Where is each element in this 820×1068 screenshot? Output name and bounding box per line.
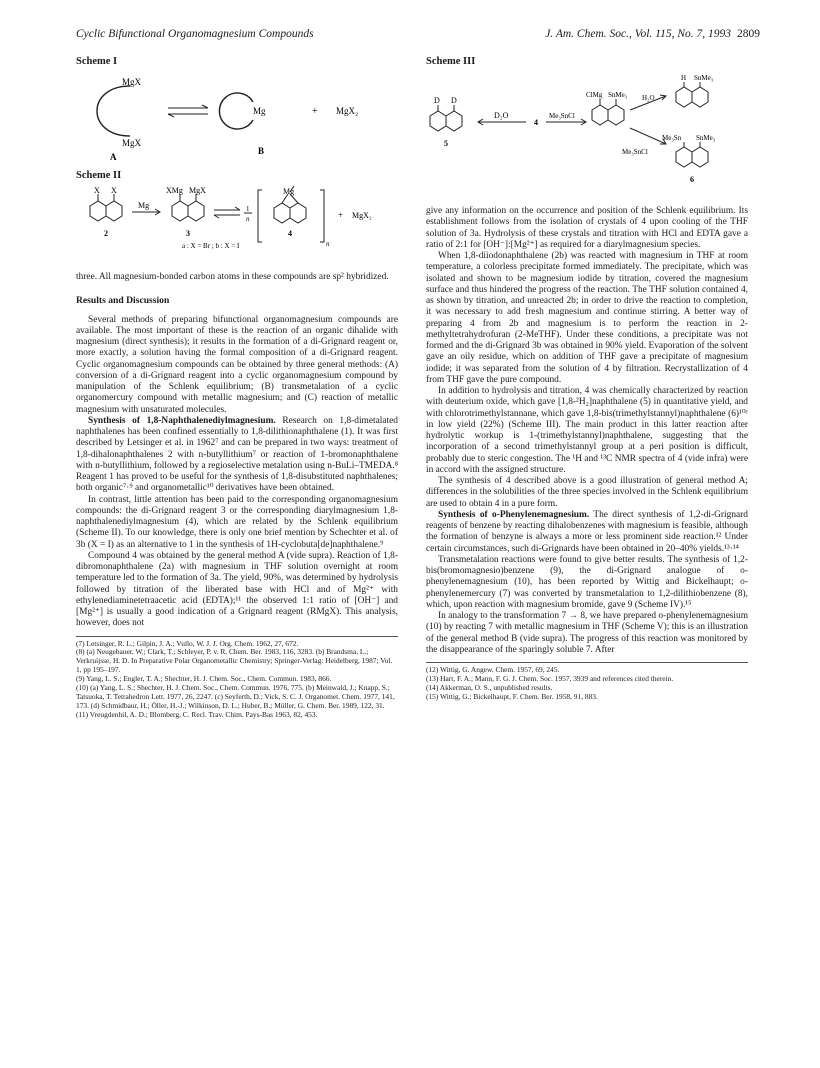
runin-heading-phenylene: Synthesis of o-Phenylenemagnesium. xyxy=(438,509,590,520)
s3-snme3: SnMe₃ xyxy=(608,91,628,99)
scheme-3-title: Scheme III xyxy=(426,56,476,67)
scheme-1-title: Scheme I xyxy=(76,56,118,67)
s2-product: MgX₂ xyxy=(352,211,372,220)
footnote: (14) Akkerman, O. S., unpublished results. xyxy=(426,682,553,692)
s3-snme3-b: SnMe₃ xyxy=(694,74,714,82)
s2-num2: 2 xyxy=(104,229,108,238)
right-footnotes xyxy=(426,662,748,702)
left-column xyxy=(76,272,398,720)
s3-num5: 5 xyxy=(444,139,448,148)
s3-num6: 6 xyxy=(690,175,694,184)
left-footnotes xyxy=(76,636,398,720)
right-paragraph-3: In addition to hydrolysis and titration, 4 was chemically characterized by reaction with deuterium oxide, which gave [1,8-²H₂]naphthalene (5) in quantitative yield, and with chlorotrimethylstannane, which gave 1,8-bis(trimethylstannyl)naphthalene (6)¹⁰ᶜ in low yield (22%) (Scheme III). The main product in this latter reaction after hydrolytic workup is 1-(trimethylstannyl)naphthalene, suggesting that the incorporation of a second trimethylstannyl group at a peri position is difficult, probably due to steric congestion. The ¹H and ¹³C NMR spectra of 4 (vide infra) were in accord with the assigned structure. xyxy=(426,386,748,475)
s2-legend: a : X = Br ; b : X = I xyxy=(182,242,240,250)
scheme-1-figure xyxy=(76,72,406,162)
header-journal xyxy=(545,28,760,40)
scheme-3-figure xyxy=(426,70,756,200)
footnote: (7) Letsinger, R. L.; Gilpin, J. A.; Vullo, W. J. J. Org. Chem. 1962, 27, 672. xyxy=(76,638,299,648)
s2-x1: X xyxy=(94,186,100,195)
s1-mgx-bottom: MgX xyxy=(122,138,142,148)
header-title: Cyclic Bifunctional Organomagnesium Compounds xyxy=(76,28,314,40)
scheme-2-title: Scheme II xyxy=(76,170,122,181)
s2-plus: + xyxy=(338,210,344,220)
page-number: 2809 xyxy=(737,28,760,40)
s2-frac: 1 xyxy=(246,205,250,213)
left-intro: three. All magnesium-bonded carbon atoms in these compounds are sp² hybridized. xyxy=(76,272,389,282)
runin-heading-naphthalene: Synthesis of 1,8-Naphthalenediylmagnesium. xyxy=(88,415,276,426)
s3-me3sn: Me₃Sn xyxy=(662,134,682,142)
s1-plus: + xyxy=(312,106,318,117)
s1-mgx-top: MgX xyxy=(122,77,142,87)
s2-mgx: MgX xyxy=(189,186,206,195)
s3-clmg: ClMg xyxy=(586,91,603,99)
right-paragraph-2: When 1,8-diiodonaphthalene (2b) was reacted with magnesium in THF at room temperature, a colorless precipitate formed immediately. The precipitate, which was isolated and shown to be magnesium iodide by titration, covered the magnesium surface and thus hindered the progress of the reaction. The THF solution contained 4, as shown by titration, and unreacted 2b; in order to drive the reaction to completion, it was necessary to add fresh magnesium and continue stirring. A better way of preparing 4 from 2b and magnesium is to perform the reaction in 2-methyltetrahydrofuran (2-MeTHF). Under these conditions, a precipitate was not formed and the di-Grignard 3b was obtained in 90% yield. Evaporation of the solvent gave an oily residue, which on addition of THF gave a precipitate of magnesium iodide; it was separated from the solution of 4 by filtration. Recrystallization of 4 from THF gave the pure compound. xyxy=(426,251,748,385)
footnote: (12) Wittig, G. Angew. Chem. 1957, 69, 245. xyxy=(426,665,560,674)
s3-h2o: H₂O xyxy=(642,94,655,102)
left-paragraph-1: Several methods of preparing bifunctional organomagnesium compounds are available. The most important of these is the reaction of an organic dihalide with magnesium (direct synthesis); it results in the formation of a di-Grignard reagent or, more exactly, a solution having the formal composition of a di-Grignard reagent. Cyclic organomagnesium compounds can be obtained by three general methods: (A) conversion of a di-Grignard reagent into a cyclic organomagnesium compound by manipulation of the Schlenk equilibrium; (B) transmetalation of a cyclic organomercury compound with metallic magnesium; and (C) reaction of metallic magnesium with unsaturated molecules. xyxy=(76,314,398,415)
left-paragraph-4: Compound 4 was obtained by the general method A (vide supra). Reaction of 1,8-dibromonaphthalene (2a) with magnesium in THF solution overnight at room temperature led to the formation of 3a. The yield, 90%, was determined by hydrolysis followed by titration of the liberated base with HCl and of Mg²⁺ with ethylenediaminetetraacetic acid (EDTA);¹¹ the observed 1:1 ratio of [OH⁻] and [Mg²⁺] is usually a good indication of a Grignard reagent (RMgX). This analysis, however, does not xyxy=(76,550,398,629)
s3-d2o: D₂O xyxy=(494,111,509,120)
s3-d2: D xyxy=(451,96,457,105)
s2-n: n xyxy=(246,215,250,223)
footnote: (15) Wittig, G.; Bickelhaupt, F. Chem. Ber. 1958, 91, 883. xyxy=(426,691,598,701)
s2-sub-n: n xyxy=(326,240,330,248)
footnote: (13) Hart, F. A.; Mann, F. G. J. Chem. Soc. 1957, 3939 and references cited therein. xyxy=(426,673,674,683)
s3-snme3-c: SnMe₃ xyxy=(696,134,716,142)
left-paragraph-2-text: Research on 1,8-dimetalated naphthalenes has been confined essentially to 1,8-dilithionaphthalene (1). It was first described by Letsinger et al. in 1962⁷ and can be prepared in two ways: treatment of 1,8-dihalonaphthalenes 2 with n-butyllithium⁷ or reaction of 1-bromonaphthalene with n-butyllithium, followed by a regioselective metalation using n-BuLi–TMEDA.⁸ Reagent 1 has proved to be useful for the synthesis of 1,8-disubstituted naphthalenes; both organic⁷·⁹ and organometallic¹⁰ derivatives have been obtained. xyxy=(76,415,398,494)
right-paragraph-1: give any information on the occurrence and position of the Schlenk equilibrium. Its establishment follows from the isolation of crystals of 4 upon cooling of the THF solution of 3a. Hydrolysis of these crystals and titration with HCl and EDTA gave a ratio of 2:1 for [OH⁻]:[Mg²⁺] as required for a diarylmagnesium species. xyxy=(426,206,748,250)
s3-h: H xyxy=(681,74,687,82)
running-header xyxy=(76,28,760,44)
s3-d1: D xyxy=(434,96,440,105)
footnote: (8) (a) Neugebauer, W.; Clark, T.; Schleyer, P. v. R. Chem. Ber. 1983, 116, 3283. (b) Brandsma, L.; Verkruijsse, H. D. In Preparative Polar Organometallic Chemistry; Springer-Verlag: Heidelberg, 1987; Vol. 1, pp 195–197. xyxy=(76,647,393,675)
s2-mg-ring: Mg xyxy=(283,187,295,196)
s1-label-b: B xyxy=(258,146,265,156)
s1-label-a: A xyxy=(110,152,117,162)
s3-num4: 4 xyxy=(534,118,538,127)
s1-product: MgX₂ xyxy=(336,106,359,116)
footnote: (9) Yang, L. S.; Engler, T. A.; Shechter, H. J. Chem. Soc., Chem. Commun. 1983, 866. xyxy=(76,674,332,684)
s3-me3sncl-b: Me₃SnCl xyxy=(622,148,648,156)
s3-me3sncl: Me₃SnCl xyxy=(549,112,575,120)
s2-x2: X xyxy=(111,186,117,195)
right-paragraph-4: The synthesis of 4 described above is a good illustration of general method A; differences in the solubilities of the three species involved in the Schlenk equilibrium are used to obtain 4 in a pure form. xyxy=(426,476,748,509)
journal-citation: J. Am. Chem. Soc., Vol. 115, No. 7, 1993 xyxy=(545,28,731,40)
left-paragraph-3: In contrast, little attention has been paid to the corresponding organomagnesium compounds: the di-Grignard reagent 3 or the corresponding diarylmagnesium 1,8-naphthalenediylmagnesium (4), which are related by the Schlenk equilibrium (Scheme II). To our knowledge, there is only one brief mention by Schechter et al. of 3b (X = I) as an alternative to 1 in the synthesis of 1H-cyclobuta[de]naphthalene.⁹ xyxy=(76,494,398,550)
right-paragraph-6: Transmetalation reactions were found to give better results. The synthesis of 1,2-bis(bromomagnesio)benzene (9), the di-Grignard analogue of o-phenylenemagnesium (10), has been reported by Wittig and Bickelhaupt; o-phenylenemercury (7) was converted by transmetalation to 1,2-dilithiobenzene (8), which, upon reaction with magnesium bromide, gave 9 (Scheme IV).¹⁵ xyxy=(426,554,748,610)
right-paragraph-5-text: The direct synthesis of 1,2-di-Grignard reagents of benzene by reacting dihalobenzenes with magnesium is feasible, although the formation of benzyne is always a more or less prominent side reaction.¹² Under certain circumstances, such di-Grignards have been obtained in 20–40% yields.¹³·¹⁴ xyxy=(426,509,748,554)
scheme-2-figure xyxy=(76,186,406,270)
footnote: (11) Vreugdenhil, A. D.; Blomberg, C. Recl. Trav. Chim. Pays-Bas 1963, 82, 453. xyxy=(76,709,318,719)
s2-num4: 4 xyxy=(288,229,292,238)
right-paragraph-5 xyxy=(426,510,748,555)
right-paragraph-7: In analogy to the transformation 7 → 8, we have prepared o-phenylenemagnesium (10) by reacting 7 with metallic magnesium in THF (Scheme V); this is an illustration of the general method B (vide supra). The progress of this reaction was monitored by the disappearance of the sparingly soluble 7. After xyxy=(426,611,748,655)
section-heading: Results and Discussion xyxy=(76,295,170,307)
s2-num3: 3 xyxy=(186,229,190,238)
right-column xyxy=(426,206,748,702)
s2-mg-arrow: Mg xyxy=(138,201,150,210)
s2-xmg: XMg xyxy=(166,186,183,195)
s1-mg-ring: Mg xyxy=(253,106,266,116)
left-paragraph-2 xyxy=(76,416,398,495)
footnote: (10) (a) Yang, L. S.; Shechter, H. J. Chem. Soc., Chem. Commun. 1976, 775. (b) Meinwald, J.; Knapp, S.; Tatsuoka, T. Tetrahedron Lett. 1977, 26, 2247. (c) Seyferth, D.; Vick, S. C. J. Organomet. Chem. 1977, 141, 173. (d) Schmidbaur, H.; Öller, H.-J.; Wilkinson, D. L.; Huber, B.; Müller, G. Chem. Ber. 1989, 122, 31. xyxy=(76,683,395,710)
